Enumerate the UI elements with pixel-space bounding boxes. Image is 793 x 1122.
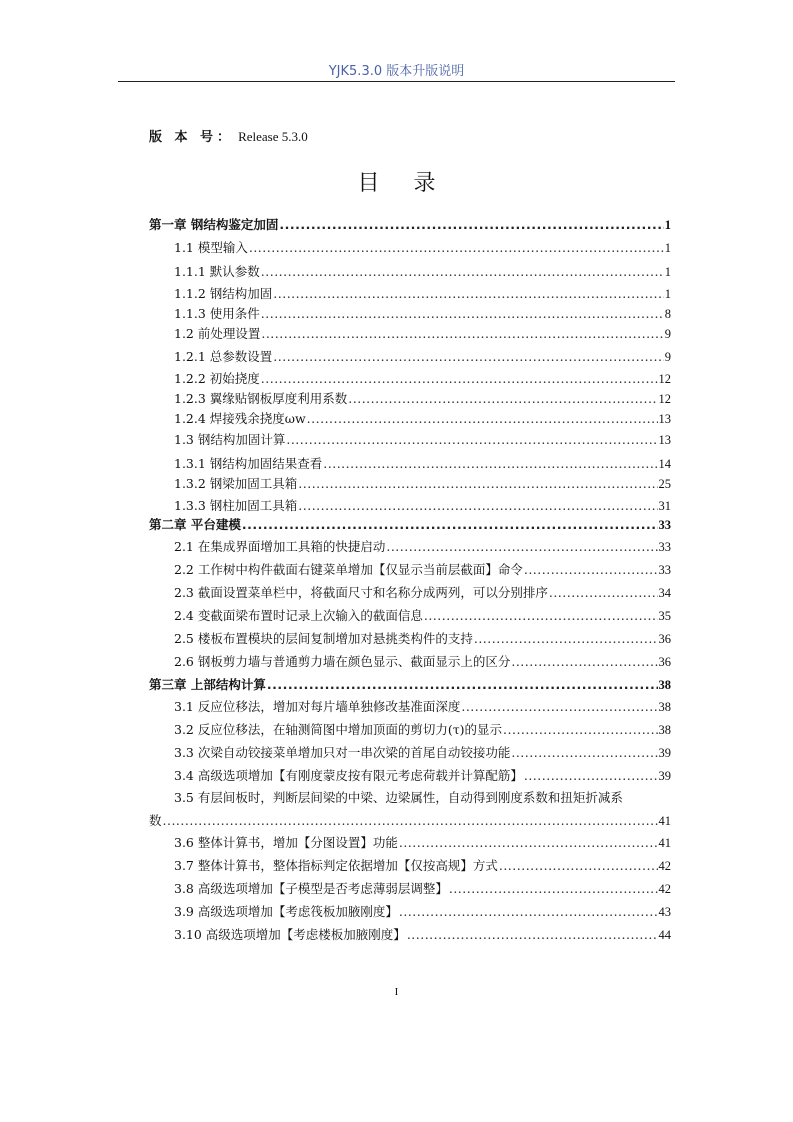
toc-entry[interactable] xyxy=(149,812,671,830)
toc-entry-title: 2.1 在集成界面增加工具箱的快捷启动 xyxy=(174,539,386,554)
dot-leader xyxy=(273,285,663,303)
toc-entry-title: 2.5 楼板布置模块的层间复制增加对悬挑类构件的支持 xyxy=(174,631,473,646)
dot-leader xyxy=(424,607,658,625)
toc-entry-page: 14 xyxy=(658,457,671,471)
toc-entry[interactable] xyxy=(149,410,671,428)
toc-entry[interactable] xyxy=(149,903,671,921)
toc-entry-page: 12 xyxy=(658,392,671,406)
toc-entry-title: 1.3.3 钢柱加固工具箱 xyxy=(174,498,298,513)
toc-entry-title: 2.2 工作树中构件截面右键菜单增加【仅显示当前层截面】命令 xyxy=(174,562,523,577)
toc-entry-page: 34 xyxy=(658,586,671,600)
toc-entry-page: 38 xyxy=(658,723,671,737)
toc-entry-page: 1 xyxy=(664,218,671,232)
toc-entry-title: 3.6 整体计算书，增加【分图设置】功能 xyxy=(174,835,398,850)
toc-entry-page: 35 xyxy=(658,609,671,623)
toc-entry-page: 1 xyxy=(664,241,671,255)
toc-entry-title: 3.7 整体计算书，整体指标判定依据增加【仅按高规】方式 xyxy=(174,858,498,873)
dot-leader xyxy=(261,305,664,323)
toc-title: 目录 xyxy=(357,171,470,196)
toc-entry-page: 9 xyxy=(664,327,671,341)
toc-entry-title: 3.2 反应位移法，在轴测简图中增加顶面的剪切力(τ)的显示 xyxy=(174,722,503,737)
toc-entry-title: 2.6 钢板剪力墙与普通剪力墙在颜色显示、截面显示上的区分 xyxy=(174,654,511,669)
version-label: 版 本 号： xyxy=(149,130,235,145)
toc-entry-title: 1.3 钢结构加固计算 xyxy=(174,432,286,447)
header-rule xyxy=(118,81,675,82)
toc-entry[interactable] xyxy=(149,325,671,343)
toc-entry-title: 3.10 高级选项增加【考虑楼板加腋刚度】 xyxy=(174,927,406,942)
toc-entry[interactable] xyxy=(149,607,671,625)
dot-leader xyxy=(286,431,657,449)
dot-leader xyxy=(461,698,657,716)
toc-entry-page: 39 xyxy=(658,746,671,760)
page-number: I xyxy=(394,986,399,998)
toc-entry[interactable] xyxy=(149,767,671,785)
toc-entry-page: 13 xyxy=(658,412,671,426)
dot-leader xyxy=(261,325,663,343)
dot-leader xyxy=(503,721,657,739)
toc-entry[interactable] xyxy=(149,370,671,388)
dot-leader xyxy=(407,926,658,944)
toc-entry-page: 33 xyxy=(658,563,671,577)
toc-entry-page: 44 xyxy=(658,928,671,942)
dot-leader xyxy=(249,239,664,257)
toc-entry-page: 31 xyxy=(658,499,671,513)
dot-leader xyxy=(307,410,658,428)
toc-entry-title: 1.1.1 默认参数 xyxy=(174,264,260,279)
toc-entry-title: 1.2 前处理设置 xyxy=(174,326,261,341)
toc-entry[interactable] xyxy=(149,698,671,716)
toc-entry[interactable] xyxy=(149,431,671,449)
toc-entry-title: 1.3.1 钢结构加固结果查看 xyxy=(174,456,323,471)
toc-entry-title: 1.3.2 钢梁加固工具箱 xyxy=(174,476,298,491)
toc-entry-title: 数 xyxy=(149,813,162,828)
toc-entry[interactable] xyxy=(149,497,671,515)
dot-leader xyxy=(524,767,658,785)
toc-entry-page: 38 xyxy=(658,700,671,714)
dot-leader xyxy=(298,475,657,493)
dot-leader xyxy=(323,455,657,473)
toc-entry-title: 1.1 模型输入 xyxy=(174,240,248,255)
toc-entry[interactable] xyxy=(149,263,671,281)
toc-entry-page: 36 xyxy=(658,632,671,646)
toc-entry-page: 33 xyxy=(658,540,671,554)
toc-entry-page: 1 xyxy=(664,287,671,301)
toc-entry-title: 1.2.3 翼缘贴钢板厚度利用系数 xyxy=(174,391,348,406)
toc-entry-title: 第三章 上部结构计算 xyxy=(149,677,266,692)
dot-leader xyxy=(499,857,658,875)
toc-entry[interactable] xyxy=(149,721,671,739)
toc-entry[interactable] xyxy=(149,880,671,898)
toc-entry-title: 3.8 高级选项增加【子模型是否考虑薄弱层调整】 xyxy=(174,881,448,896)
toc-entry[interactable] xyxy=(149,239,671,257)
toc-entry-page: 1 xyxy=(664,265,671,279)
dot-leader xyxy=(511,744,657,762)
toc-entry-page: 41 xyxy=(658,814,671,828)
toc-entry-title: 3.1 反应位移法，增加对每片墙单独修改基准面深度 xyxy=(174,699,461,714)
toc-chapter[interactable] xyxy=(149,676,671,694)
toc-entry[interactable] xyxy=(149,538,671,556)
dot-leader xyxy=(261,263,664,281)
toc-chapter[interactable] xyxy=(149,216,671,234)
toc-entry[interactable] xyxy=(149,834,671,852)
toc-entry[interactable] xyxy=(149,390,671,408)
dot-leader xyxy=(399,834,658,852)
toc-entry-title: 1.2.2 初始挠度 xyxy=(174,371,260,386)
toc-entry-page: 43 xyxy=(658,905,671,919)
version-line xyxy=(149,126,308,145)
dot-leader xyxy=(399,903,658,921)
toc-entry-page: 33 xyxy=(658,518,671,532)
toc-entry-page: 12 xyxy=(658,372,671,386)
toc-entry[interactable] xyxy=(149,584,671,602)
toc-entry[interactable] xyxy=(149,285,671,303)
toc-entry-title[interactable]: 3.5 有层间板时，判断层间梁的中梁、边梁属性，自动得到刚度系数和扭矩折减系 xyxy=(174,790,623,805)
toc-entry[interactable] xyxy=(149,305,671,323)
toc-entry[interactable] xyxy=(149,926,671,944)
toc-entry-title: 3.4 高级选项增加【有刚度蒙皮按有限元考虑荷载并计算配筋】 xyxy=(174,768,523,783)
toc-entry[interactable] xyxy=(149,744,671,762)
toc-entry-title: 3.9 高级选项增加【考虑筏板加腋刚度】 xyxy=(174,904,398,919)
toc-entry-page: 39 xyxy=(658,769,671,783)
toc-entry-page: 13 xyxy=(658,433,671,447)
dot-leader xyxy=(273,348,663,366)
toc-entry[interactable] xyxy=(149,857,671,875)
toc-entry-title: 1.2.1 总参数设置 xyxy=(174,349,273,364)
dot-leader xyxy=(511,653,657,671)
toc-chapter[interactable] xyxy=(149,516,671,534)
dot-leader xyxy=(549,584,658,602)
toc-entry-title: 1.2.4 焊接残余挠度ωw xyxy=(174,411,306,426)
toc-entry-title: 1.1.3 使用条件 xyxy=(174,306,260,321)
toc-entry-page: 38 xyxy=(658,678,671,692)
dot-leader xyxy=(524,561,658,579)
toc-entry-page: 9 xyxy=(664,350,671,364)
toc-entry[interactable] xyxy=(149,561,671,579)
toc-entry-title: 2.4 变截面梁布置时记录上次输入的截面信息 xyxy=(174,608,423,623)
toc-entry-page: 36 xyxy=(658,655,671,669)
toc-entry-title: 3.3 次梁自动铰接菜单增加只对一串次梁的首尾自动铰接功能 xyxy=(174,745,511,760)
dot-leader xyxy=(386,538,657,556)
toc-entry[interactable] xyxy=(149,475,671,493)
toc-entry-title: 1.1.2 钢结构加固 xyxy=(174,286,273,301)
dot-leader xyxy=(267,676,658,694)
toc-entry[interactable] xyxy=(149,455,671,473)
version-value: Release 5.3.0 xyxy=(238,129,308,144)
toc-entry[interactable] xyxy=(149,653,671,671)
dot-leader xyxy=(474,630,658,648)
toc-entry-page: 42 xyxy=(658,859,671,873)
toc-entry-page: 41 xyxy=(658,836,671,850)
dot-leader xyxy=(348,390,657,408)
dot-leader xyxy=(261,370,658,388)
dot-leader xyxy=(449,880,658,898)
toc-entry[interactable] xyxy=(149,630,671,648)
toc-entry-page: 42 xyxy=(658,882,671,896)
toc-entry-title: 2.3 截面设置菜单栏中，将截面尺寸和名称分成两列，可以分别排序 xyxy=(174,585,548,600)
dot-leader xyxy=(279,216,663,234)
toc-entry-title: 第一章 钢结构鉴定加固 xyxy=(149,217,279,232)
page-header: YJK5.3.0 版本升版说明 xyxy=(328,64,465,79)
dot-leader xyxy=(242,516,658,534)
toc-entry-title: 第二章 平台建模 xyxy=(149,517,241,532)
toc-entry[interactable] xyxy=(149,348,671,366)
dot-leader xyxy=(298,497,657,515)
toc-entry-page: 25 xyxy=(658,477,671,491)
dot-leader xyxy=(163,812,658,830)
toc-entry-page: 8 xyxy=(664,307,671,321)
